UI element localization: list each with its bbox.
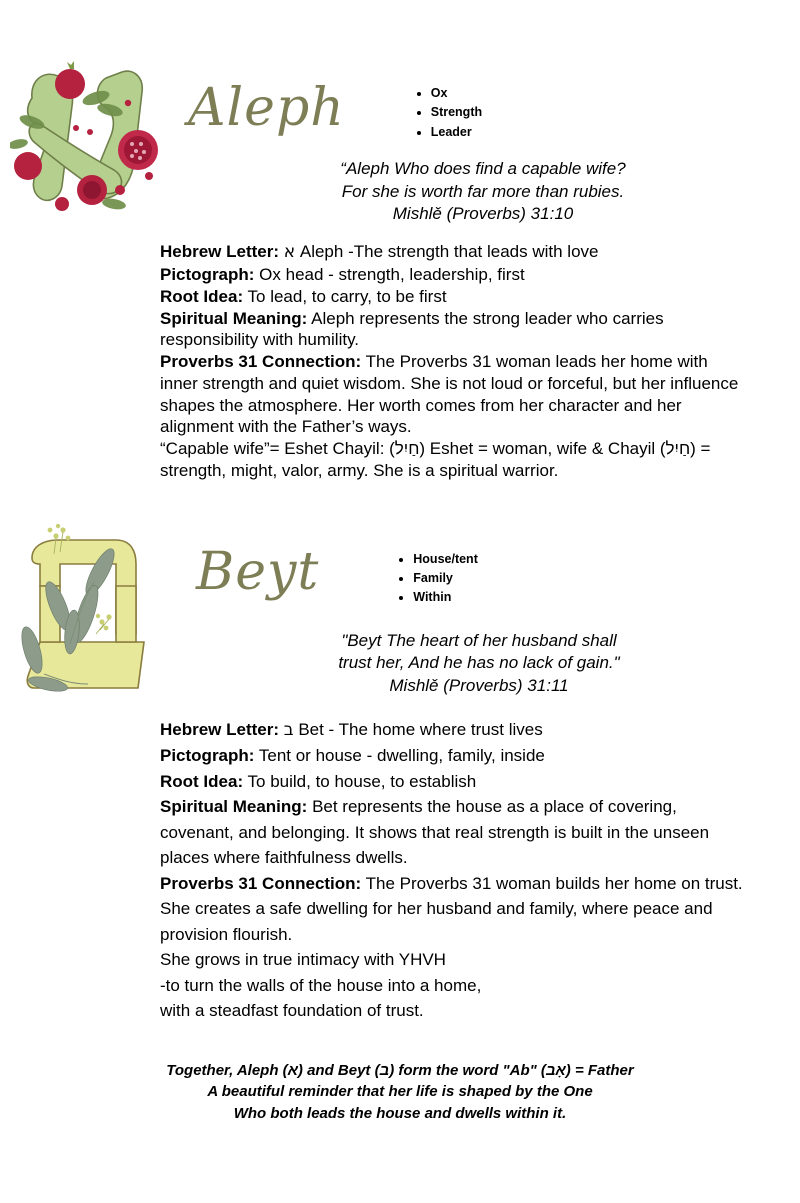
hebrew-glyph: ב	[283, 719, 294, 740]
beyt-line-spiritual-meaning	[160, 794, 745, 871]
footer-line: Who both leads the house and dwells within it.	[233, 1105, 567, 1123]
beyt-header-right	[170, 524, 800, 697]
beyt-letter-illustration	[10, 524, 160, 699]
aleph-art-cell	[0, 58, 170, 213]
field-value: Tent or house - dwelling, family, inside	[254, 746, 545, 766]
list-item: • Within	[413, 588, 478, 607]
quote-line: For she is worth far more than rubies.	[341, 181, 625, 201]
beyt-closing-line-1: She grows in true intimacy with YHVH	[160, 950, 446, 970]
list-item: • Strength	[431, 103, 482, 122]
beyt-art-cell	[0, 524, 170, 699]
field-label: Spiritual Meaning:	[160, 797, 308, 817]
quote-line: Mishlě (Proverbs) 31:11	[389, 675, 569, 695]
field-label: Hebrew Letter:	[160, 242, 280, 262]
aleph-header-right	[170, 58, 800, 225]
field-value: To build, to house, to establish	[243, 771, 477, 791]
footer-line: A beautiful reminder that her life is shaped by the One	[207, 1083, 593, 1101]
quote-line: Mishlě (Proverbs) 31:10	[392, 204, 574, 223]
field-label: Hebrew Letter:	[160, 719, 280, 739]
field-value: The Proverbs 31 woman builds her home on trust. She creates a safe dwelling for her husband and family, where peace and provision flourish.	[160, 873, 743, 944]
beyt-title-row	[170, 524, 800, 608]
document-page	[0, 58, 800, 1203]
field-value: Ox head - strength, leadership, first	[254, 265, 525, 285]
list-item: • Leader	[431, 123, 482, 142]
field-label: Root Idea:	[160, 771, 244, 791]
beyt-closing-line-3: with a steadfast foundation of trust.	[160, 1001, 424, 1021]
aleph-scripture-quote	[170, 158, 800, 225]
summary-footer	[0, 1060, 800, 1125]
list-item: • House/tent	[413, 550, 478, 569]
field-label: Root Idea:	[160, 286, 244, 306]
field-value: The Proverbs 31 woman leads her home with inner strength and quiet wisdom. She is not loud or forceful, but her influence shapes the atmosphere. Her worth comes from her character and her alignment with the Father’s ways.	[160, 352, 739, 437]
field-label: Proverbs 31 Connection:	[160, 352, 362, 372]
beyt-line-pictograph	[160, 743, 745, 769]
hebrew-glyph: א	[283, 242, 296, 263]
footer-text-block	[60, 1060, 740, 1125]
aleph-script-title: Aleph	[188, 78, 345, 138]
beyt-line-proverbs-connection	[160, 871, 745, 948]
field-label: Pictograph:	[160, 265, 255, 285]
beyt-script-title: Beyt	[196, 541, 320, 602]
beyt-section-header	[0, 524, 800, 699]
aleph-traits-list	[413, 84, 482, 142]
quote-line: "Beyt The heart of her husband shall	[341, 630, 617, 650]
aleph-line-proverbs-connection	[160, 351, 745, 438]
list-item: • Family	[413, 569, 478, 588]
beyt-line-root-idea	[160, 769, 745, 795]
field-value: Aleph represents the strong leader who carries responsibility with humility.	[160, 308, 664, 350]
field-value: To lead, to carry, to be first	[243, 286, 447, 306]
beyt-traits-list	[395, 550, 478, 608]
field-label: Pictograph:	[160, 746, 255, 766]
beyt-scripture-quote	[170, 630, 800, 697]
footer-line: Together, Aleph (א) and Beyt (ב) form the word "Ab" (אָב) = Father	[166, 1061, 634, 1079]
aleph-line-spiritual-meaning	[160, 308, 745, 352]
beyt-line-hebrew-letter	[160, 717, 745, 744]
beyt-body-text	[160, 717, 745, 1024]
field-value: Bet - The home where trust lives	[293, 719, 543, 739]
field-value: Aleph -The strength that leads with love	[295, 242, 599, 262]
aleph-body-text	[160, 241, 745, 481]
aleph-line-root-idea	[160, 286, 745, 308]
aleph-line-hebrew-letter	[160, 241, 745, 264]
aleph-section-header	[0, 58, 800, 225]
quote-line: trust her, And he has no lack of gain."	[338, 653, 620, 673]
quote-line: “Aleph Who does find a capable wife?	[340, 159, 626, 179]
list-item: • Ox	[431, 84, 482, 103]
aleph-eshet-chayil-paragraph: “Capable wife”= Eshet Chayil: (חַיִל) Eshet = woman, wife & Chayil (חַיִל) = strength, might, valor, army. She is a spiritual warrior.	[160, 439, 711, 480]
field-label: Proverbs 31 Connection:	[160, 873, 362, 893]
aleph-letter-illustration	[10, 58, 160, 213]
field-value: Bet represents the house as a place of covering, covenant, and belonging. It shows that real strength is built in the unseen places where faithfulness dwells.	[160, 797, 710, 868]
aleph-title-row	[170, 58, 800, 142]
beyt-closing-line-2: -to turn the walls of the house into a home,	[160, 975, 482, 995]
aleph-line-pictograph	[160, 264, 745, 286]
field-label: Spiritual Meaning:	[160, 308, 308, 328]
